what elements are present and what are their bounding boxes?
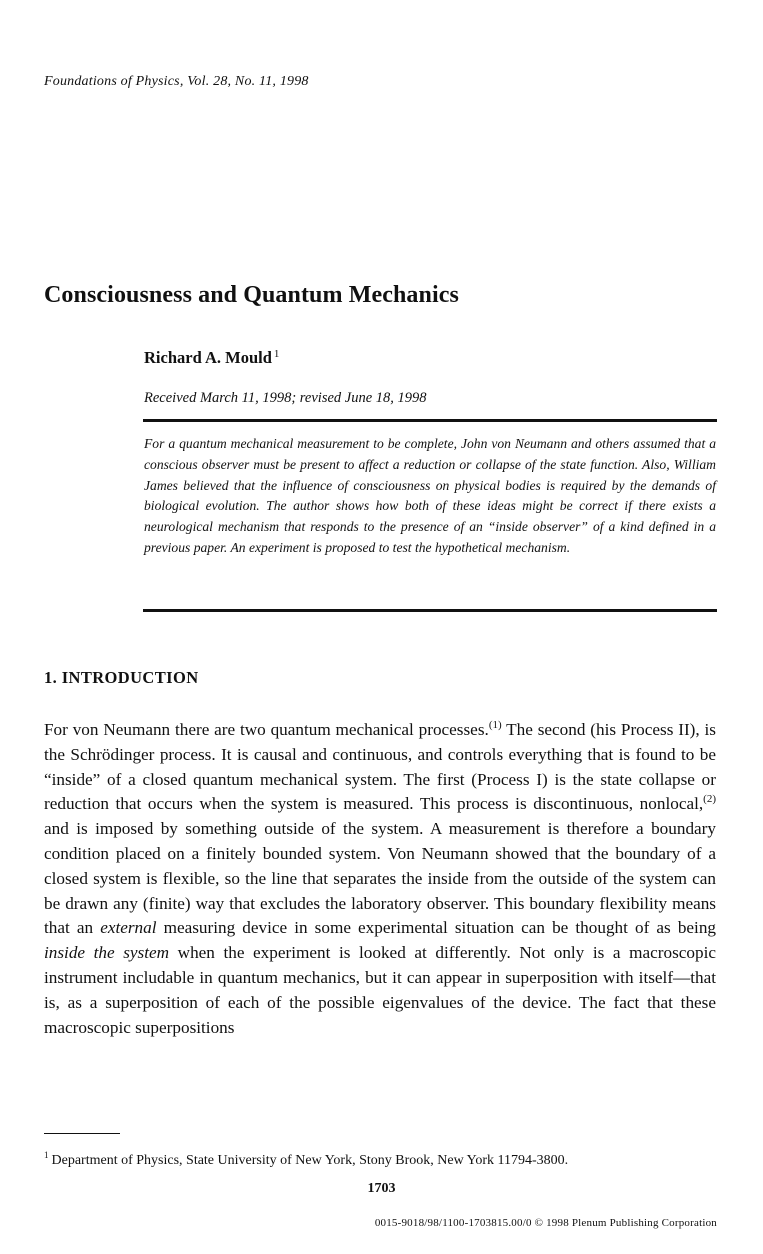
- intro-text-1: For von Neumann there are two quantum mechanical processes.: [44, 720, 489, 739]
- author-line: [144, 348, 279, 368]
- emphasis-inside-the-system: inside the system: [44, 943, 170, 963]
- author-name: Richard A. Mould: [144, 348, 272, 367]
- reference-2: (2): [703, 793, 716, 806]
- introduction-paragraph: [44, 718, 716, 1040]
- intro-text-3: and is imposed by something outside of the system. A measurement is therefore a boundary condition placed on a finitely bounded system. Von Neumann showed that the boundary of a closed system is flexible, so the line that separates the inside from the outside of the system can be drawn any (finite) way that excludes the laboratory observer. This boundary flexibility means that an: [44, 819, 716, 938]
- footnote-text: Department of Physics, State University of New York, Stony Brook, New York 11794-3800.: [51, 1153, 569, 1168]
- journal-citation: Foundations of Physics, Vol. 28, No. 11, 1998: [44, 74, 309, 89]
- section-heading: 1. INTRODUCTION: [44, 668, 199, 687]
- intro-text-4: measuring device in some experimental situation can be thought of as being: [156, 918, 717, 938]
- footnote: [44, 1150, 568, 1169]
- emphasis-external: external: [100, 918, 157, 938]
- abstract-top-rule: [143, 419, 717, 422]
- author-footnote-mark: 1: [273, 348, 280, 360]
- abstract: For a quantum mechanical measurement to be complete, John von Neumann and others assumed that a conscious observer must be present to affect a reduction or collapse of the state function. Also, William James believed that the influence of consciousness on physical bodies is required by the demands of biological evolution. The author shows how both of these ideas might be correct if there exists a neurological mechanism that responds to the presence of an “inside observer” of a kind defined in a previous paper. An experiment is proposed to test the hypothetical mechanism.: [144, 436, 716, 555]
- reference-1: (1): [488, 719, 502, 731]
- article-title: Consciousness and Quantum Mechanics: [44, 282, 459, 308]
- footnote-mark: 1: [44, 1150, 49, 1160]
- page-number: 1703: [367, 1181, 396, 1196]
- intro-text-5: when the experiment is looked at differently. Not only is a macroscopic instrument includable in quantum mechanics, but it can appear in superposition with itself—that is, as a superposition of each of the possible eigenvalues of the device. The fact that these macroscopic superpositions: [44, 943, 716, 1037]
- received-dates: Received March 11, 1998; revised June 18, 1998: [144, 390, 427, 406]
- copyright-line: 0015-9018/98/1100-1703815.00/0 © 1998 Plenum Publishing Corporation: [374, 1217, 717, 1229]
- intro-text-2: The second (his Process II), is the Schrödinger process. It is causal and continuous, and controls everything that is found to be “inside” of a closed quantum mechanical system. The first (Process I) is the state collapse or reduction that occurs when the system is measured. This process is discontinuous, nonlocal,: [44, 720, 716, 814]
- abstract-bottom-rule: [143, 609, 717, 612]
- footnote-rule: [44, 1133, 120, 1134]
